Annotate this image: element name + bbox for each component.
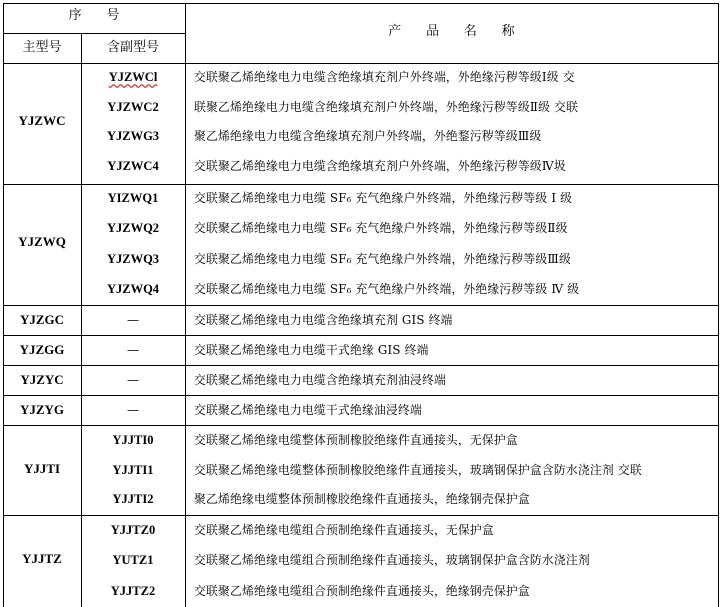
rule-top bbox=[3, 3, 719, 4]
sub-model: YIZWQ1 bbox=[107, 191, 159, 205]
product-description: 交联聚乙烯绝缘电缆组合预制绝缘件直通接头，玻璃钢保护盒含防水浇注剂 bbox=[194, 553, 590, 567]
main-model: YJZGC bbox=[19, 312, 65, 327]
main-model: YJZGG bbox=[19, 342, 65, 357]
sub-model: YJJTZ0 bbox=[110, 523, 156, 537]
sub-model: — bbox=[127, 403, 139, 417]
rule-g3 bbox=[3, 335, 719, 336]
sub-model: YJZWCl bbox=[108, 70, 158, 84]
product-description: 交联聚乙烯绝缘电力电缆干式绝缘 GIS 终端 bbox=[194, 343, 429, 357]
product-description: 聚乙烯绝缘电力电缆含绝缘填充剂户外终端，外绝鍪污秽等级Ⅲ级 bbox=[194, 129, 542, 143]
header-sub-model: 含副型号 bbox=[106, 40, 159, 55]
rule-g6 bbox=[3, 425, 719, 426]
rule-header-mid bbox=[3, 33, 185, 34]
header-main-model: 主型号 bbox=[22, 40, 62, 55]
product-description: 交联聚乙烯绝缘电缆整体预制橡胶绝缘件直通接头，玻璃钢保护盒含防水浇注剂 交联 bbox=[194, 463, 642, 477]
sub-model: YJJTI0 bbox=[112, 433, 154, 447]
main-model: YJJTI bbox=[23, 461, 61, 476]
product-description: 交联聚乙烯绝缘电缆整体预制橡胶绝缘件直通接头，无保护盒 bbox=[194, 433, 518, 447]
sub-model: — bbox=[127, 313, 139, 327]
rule-left bbox=[3, 3, 4, 607]
rule-header-bottom bbox=[3, 63, 719, 64]
sub-model: — bbox=[127, 343, 139, 357]
product-description: 交联聚乙烯绝缘电力电缆含绝缘填充剂户外终端，外绝缘污秽等级Ⅰ级 交 bbox=[194, 70, 575, 84]
main-model: YJZWQ bbox=[18, 234, 66, 249]
sub-model: YJJTI1 bbox=[112, 463, 154, 477]
header-seq: 序 号 bbox=[68, 8, 120, 23]
product-description: 交联聚乙烯绝缘电力电缆 SF₆ 充气绝缘户外终端，外绝缘污秽等级Ⅲ级 bbox=[194, 252, 571, 266]
sub-model: YJZWQ2 bbox=[106, 221, 160, 235]
sub-model: YJZWC4 bbox=[107, 159, 159, 173]
sub-model: YJZWQ3 bbox=[106, 252, 160, 266]
main-model: YJZWC bbox=[18, 113, 66, 128]
rule-g5 bbox=[3, 395, 719, 396]
product-description: 聚乙烯绝缘电缆整体预制橡胶绝缘件直通接头，绝缘钢壳保护盒 bbox=[194, 492, 530, 506]
product-description: 交联聚乙烯绝缘电力电缆 SF₆ 充气绝缘户外终端，外绝缘污秽等级 Ⅳ 级 bbox=[194, 282, 580, 296]
header-product-name: 产 品 名 称 bbox=[388, 24, 515, 39]
sub-model: YJJTI2 bbox=[112, 492, 154, 506]
sub-model: YJZWG3 bbox=[106, 129, 160, 143]
product-description: 交联聚乙烯绝缘电力电缆 SF₆ 充气绝缘户外终端，外绝缘污秽等级Ⅱ级 bbox=[194, 221, 568, 235]
sub-model: YUTZ1 bbox=[112, 553, 154, 567]
rule-col2 bbox=[185, 3, 186, 607]
sub-model: YJJTZ2 bbox=[110, 584, 156, 598]
product-description: 交联聚乙烯绝缘电缆组合预制绝缘件直通接头，绝缘钢壳保护盒 bbox=[194, 584, 530, 598]
product-description: 交联聚乙烯绝缘电力电缆含绝缘填充剂油浸终端 bbox=[194, 373, 446, 387]
rule-right bbox=[718, 3, 719, 607]
rule-g2 bbox=[3, 305, 719, 306]
rule-g1 bbox=[3, 184, 719, 185]
product-description: 交联聚乙烯绝缘电力电缆含绝缘填充剂 GIS 终端 bbox=[194, 313, 453, 327]
product-description: 交联聚乙烯绝缘电缆组合预制绝缘件直通接头，无保护盒 bbox=[194, 523, 494, 537]
main-model: YJJTZ bbox=[22, 551, 62, 566]
sub-model: YJZWC2 bbox=[107, 100, 159, 114]
product-description: 联聚乙烯绝缘电力电缆含绝缘填充剂户外终端，外绝缘污秽等级Ⅱ级 交联 bbox=[194, 100, 579, 114]
rule-g7 bbox=[3, 515, 719, 516]
product-description: 交联聚乙烯绝缘电力电缆干式绝缘油浸终端 bbox=[194, 403, 422, 417]
rule-g4 bbox=[3, 365, 719, 366]
main-model: YJZYG bbox=[19, 402, 65, 417]
product-description: 交联聚乙烯绝缘电力电缆 SF₆ 充气绝缘户外终端，外绝缘污秽等级 Ⅰ 级 bbox=[194, 191, 573, 205]
main-model: YJZYC bbox=[20, 372, 64, 387]
sub-model: YJZWQ4 bbox=[106, 282, 160, 296]
product-description: 交联聚乙烯绝缘电力电缆含绝缘填充剂户外终端，外绝缘污秽等级Ⅳ圾 bbox=[194, 159, 566, 173]
sub-model: — bbox=[127, 373, 139, 387]
